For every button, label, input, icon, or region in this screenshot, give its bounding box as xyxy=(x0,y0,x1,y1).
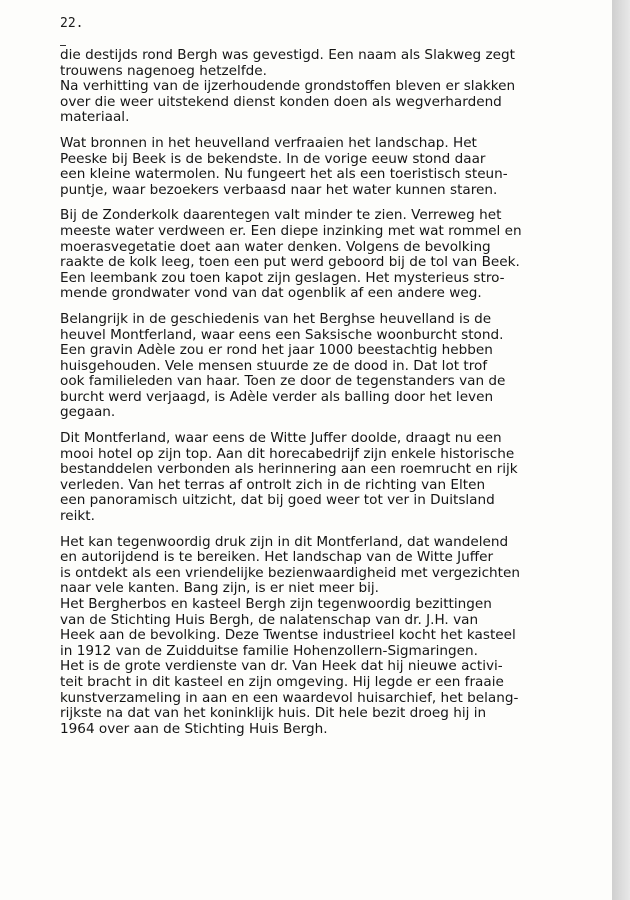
text-line: huisgehouden. Vele mensen stuurde ze de dood in. Dat lot trof xyxy=(60,357,488,374)
text-line: een panoramisch uitzicht, dat bij goed weer tot ver in Duitsland xyxy=(60,492,495,509)
text-line: 1964 over aan de Stichting Huis Bergh. xyxy=(60,720,328,737)
text-line: raakte de kolk leeg, toen een put werd geboord bij de tol van Beek. xyxy=(60,254,520,271)
body-text xyxy=(60,48,595,737)
text-line: die destijds rond Bergh was gevestigd. Een naam als Slakweg zegt xyxy=(60,47,515,63)
text-line: moerasvegetatie doet aan water denken. Volgens de bevolking xyxy=(60,238,491,255)
margin-mark xyxy=(60,45,66,46)
text-line: reikt. xyxy=(60,508,95,525)
text-line: Belangrijk in de geschiedenis van het Berghse heuvelland is de xyxy=(60,310,492,327)
page-number: 22. xyxy=(60,16,84,31)
paragraph xyxy=(60,312,595,421)
text-line: Peeske bij Beek is de bekendste. In de vorige eeuw stond daar xyxy=(60,150,486,167)
paragraph xyxy=(60,208,595,302)
text-line: Bij de Zonderkolk daarentegen valt minder te zien. Verreweg het xyxy=(60,207,502,224)
text-line: heuvel Montferland, waar eens een Saksische woonburcht stond. xyxy=(60,326,504,343)
text-line: is ontdekt als een vriendelijke bezienwaardigheid met vergezichten xyxy=(60,564,520,581)
text-line: van de Stichting Huis Bergh, de nalatenschap van dr. J.H. van xyxy=(60,611,479,628)
text-line: en autorijdend is te bereiken. Het landschap van de Witte Juffer xyxy=(60,549,494,566)
text-line: Heek aan de bevolking. Deze Twentse industrieel kocht het kasteel xyxy=(60,627,516,644)
text-line: mende grondwater vond van dat ogenblik af een andere weg. xyxy=(60,285,482,302)
text-line: naar vele kanten. Bang zijn, is er niet meer bij. xyxy=(60,580,379,597)
paragraph xyxy=(60,136,595,198)
text-line: in 1912 van de Zuidduitse familie Hohenzollern-Sigmaringen. xyxy=(60,642,478,659)
text-line: Het is de grote verdienste van dr. Van Heek dat hij nieuwe activi- xyxy=(60,658,503,675)
paragraph xyxy=(60,431,595,525)
paragraph xyxy=(60,535,595,738)
text-line: verleden. Van het terras af ontrolt zich in de richting van Elten xyxy=(60,476,486,493)
text-line: gegaan. xyxy=(60,404,116,421)
text-line: kunstverzameling in aan en een waardevol huisarchief, het belang- xyxy=(60,689,519,706)
text-line: een kleine watermolen. Nu fungeert het als een toeristisch steun- xyxy=(60,166,508,183)
text-line: Dit Montferland, waar eens de Witte Juffer doolde, draagt nu een xyxy=(60,430,502,447)
text-line: over die weer uitstekend dienst konden doen als wegverhardend xyxy=(60,93,502,110)
text-line: puntje, waar bezoekers verbaasd naar het water kunnen staren. xyxy=(60,181,498,198)
text-line: ook familieleden van haar. Toen ze door de tegenstanders van de xyxy=(60,373,506,390)
text-line: Het Bergherbos en kasteel Bergh zijn tegenwoordig bezittingen xyxy=(60,596,492,612)
text-line: Een leembank zou toen kapot zijn geslagen. Het mysterieus stro- xyxy=(60,269,505,286)
text-line: bestanddelen verbonden als herinnering aan een roemrucht en rijk xyxy=(60,461,518,478)
text-line: teit bracht in dit kasteel en zijn omgeving. Hij legde er een fraaie xyxy=(60,673,504,690)
text-line: Het kan tegenwoordig druk zijn in dit Montferland, dat wandelend xyxy=(60,533,509,550)
paragraph xyxy=(60,48,595,126)
page-edge-shadow xyxy=(612,0,630,900)
text-line: mooi hotel op zijn top. Aan dit horecabedrijf zijn enkele historische xyxy=(60,445,515,462)
text-line: burcht werd verjaagd, is Adèle verder als balling door het leven xyxy=(60,388,494,405)
text-line: materiaal. xyxy=(60,109,130,126)
text-line: trouwens nagenoeg hetzelfde. xyxy=(60,62,267,79)
text-line: meeste water verdween er. Een diepe inzinking met wat rommel en xyxy=(60,222,522,239)
text-line: Wat bronnen in het heuvelland verfraaien het landschap. Het xyxy=(60,134,477,151)
text-line: Na verhitting van de ijzerhoudende grondstoffen bleven er slakken xyxy=(60,78,516,95)
text-line: rijkste na dat van het koninklijk huis. Dit hele bezit droeg hij in xyxy=(60,705,487,722)
text-line: Een gravin Adèle zou er rond het jaar 1000 beestachtig hebben xyxy=(60,342,493,359)
